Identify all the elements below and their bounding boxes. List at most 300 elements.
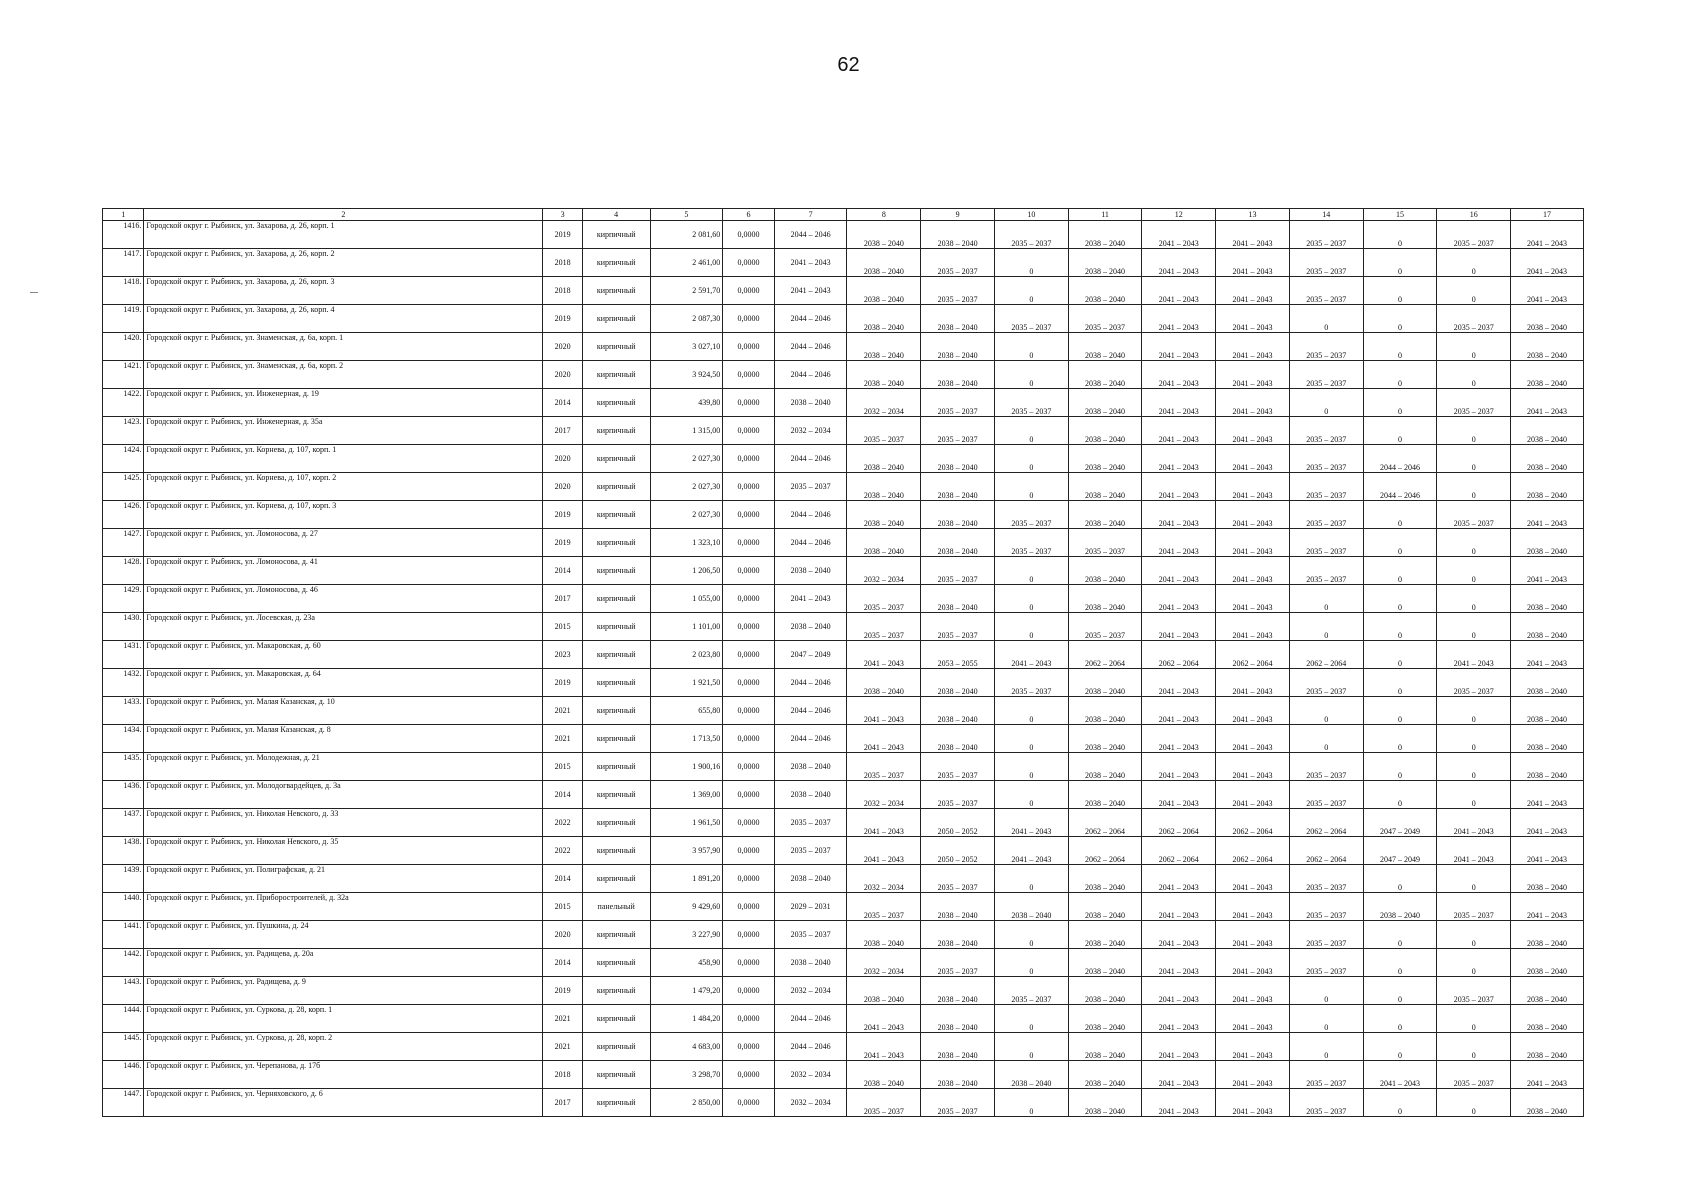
cell-col-6: 0,0000 <box>723 501 775 529</box>
cell-col-13: 2041 – 2043 <box>1216 361 1290 389</box>
cell-col-10: 0 <box>994 753 1068 781</box>
cell-col-15: 2038 – 2040 <box>1363 893 1437 921</box>
cell-col-1: 1422. <box>103 389 144 417</box>
column-header-4: 4 <box>582 209 650 221</box>
cell-col-2: Городской округ г. Рыбинск, ул. Знаменская, д. 6а, корп. 2 <box>144 361 543 389</box>
cell-col-4: кирпичный <box>582 669 650 697</box>
cell-col-9: 2035 – 2037 <box>921 865 995 893</box>
cell-col-15: 2044 – 2046 <box>1363 445 1437 473</box>
table-row <box>103 501 1584 529</box>
cell-col-15: 0 <box>1363 1033 1437 1061</box>
cell-col-8: 2038 – 2040 <box>847 249 921 277</box>
cell-col-7: 2044 – 2046 <box>774 1005 847 1033</box>
cell-col-11: 2038 – 2040 <box>1068 249 1142 277</box>
cell-col-2: Городской округ г. Рыбинск, ул. Лосевская, д. 23а <box>144 613 543 641</box>
cell-col-4: кирпичный <box>582 249 650 277</box>
cell-col-1: 1442. <box>103 949 144 977</box>
cell-col-17: 2038 – 2040 <box>1511 333 1584 361</box>
cell-col-16: 0 <box>1437 921 1511 949</box>
table-row <box>103 753 1584 781</box>
cell-col-16: 0 <box>1437 949 1511 977</box>
cell-col-8: 2038 – 2040 <box>847 445 921 473</box>
table-row <box>103 781 1584 809</box>
cell-col-15: 0 <box>1363 613 1437 641</box>
cell-col-8: 2041 – 2043 <box>847 1005 921 1033</box>
table-row <box>103 1033 1584 1061</box>
cell-col-2: Городской округ г. Рыбинск, ул. Захарова, д. 26, корп. 4 <box>144 305 543 333</box>
cell-col-12: 2041 – 2043 <box>1142 557 1216 585</box>
cell-col-17: 2041 – 2043 <box>1511 249 1584 277</box>
column-header-7: 7 <box>774 209 847 221</box>
cell-col-10: 0 <box>994 949 1068 977</box>
cell-col-1: 1420. <box>103 333 144 361</box>
cell-col-9: 2035 – 2037 <box>921 1089 995 1117</box>
cell-col-11: 2062 – 2064 <box>1068 641 1142 669</box>
cell-col-2: Городской округ г. Рыбинск, ул. Суркова, д. 28, корп. 1 <box>144 1005 543 1033</box>
cell-col-11: 2038 – 2040 <box>1068 473 1142 501</box>
cell-col-2: Городской округ г. Рыбинск, ул. Захарова, д. 26, корп. 2 <box>144 249 543 277</box>
cell-col-6: 0,0000 <box>723 809 775 837</box>
cell-col-10: 0 <box>994 585 1068 613</box>
cell-col-17: 2038 – 2040 <box>1511 1005 1584 1033</box>
cell-col-17: 2038 – 2040 <box>1511 1089 1584 1117</box>
cell-col-9: 2038 – 2040 <box>921 1005 995 1033</box>
cell-col-12: 2041 – 2043 <box>1142 585 1216 613</box>
cell-col-2: Городской округ г. Рыбинск, ул. Радищева, д. 20а <box>144 949 543 977</box>
cell-col-17: 2041 – 2043 <box>1511 557 1584 585</box>
cell-col-3: 2015 <box>543 753 582 781</box>
cell-col-5: 1 055,00 <box>650 585 723 613</box>
cell-col-13: 2041 – 2043 <box>1216 473 1290 501</box>
cell-col-9: 2035 – 2037 <box>921 277 995 305</box>
cell-col-9: 2038 – 2040 <box>921 1033 995 1061</box>
cell-col-11: 2038 – 2040 <box>1068 333 1142 361</box>
cell-col-17: 2038 – 2040 <box>1511 613 1584 641</box>
cell-col-2: Городской округ г. Рыбинск, ул. Ломоносова, д. 41 <box>144 557 543 585</box>
cell-col-14: 0 <box>1289 697 1363 725</box>
cell-col-10: 0 <box>994 1005 1068 1033</box>
column-header-1: 1 <box>103 209 144 221</box>
cell-col-3: 2019 <box>543 501 582 529</box>
table-row <box>103 529 1584 557</box>
cell-col-4: кирпичный <box>582 977 650 1005</box>
cell-col-16: 0 <box>1437 249 1511 277</box>
cell-col-17: 2038 – 2040 <box>1511 305 1584 333</box>
column-header-8: 8 <box>847 209 921 221</box>
cell-col-5: 2 027,30 <box>650 473 723 501</box>
cell-col-9: 2035 – 2037 <box>921 557 995 585</box>
table-row <box>103 445 1584 473</box>
cell-col-8: 2041 – 2043 <box>847 809 921 837</box>
cell-col-16: 0 <box>1437 473 1511 501</box>
cell-col-3: 2021 <box>543 1033 582 1061</box>
cell-col-15: 0 <box>1363 641 1437 669</box>
cell-col-9: 2038 – 2040 <box>921 221 995 249</box>
cell-col-9: 2038 – 2040 <box>921 697 995 725</box>
cell-col-2: Городской округ г. Рыбинск, ул. Николая Невского, д. 33 <box>144 809 543 837</box>
cell-col-10: 2035 – 2037 <box>994 669 1068 697</box>
cell-col-4: кирпичный <box>582 697 650 725</box>
cell-col-9: 2050 – 2052 <box>921 837 995 865</box>
cell-col-16: 0 <box>1437 1033 1511 1061</box>
cell-col-9: 2050 – 2052 <box>921 809 995 837</box>
cell-col-16: 0 <box>1437 333 1511 361</box>
cell-col-11: 2038 – 2040 <box>1068 417 1142 445</box>
cell-col-14: 2035 – 2037 <box>1289 333 1363 361</box>
cell-col-17: 2038 – 2040 <box>1511 417 1584 445</box>
cell-col-12: 2041 – 2043 <box>1142 1061 1216 1089</box>
cell-col-3: 2019 <box>543 669 582 697</box>
cell-col-3: 2014 <box>543 781 582 809</box>
cell-col-8: 2038 – 2040 <box>847 1061 921 1089</box>
cell-col-17: 2041 – 2043 <box>1511 221 1584 249</box>
cell-col-12: 2041 – 2043 <box>1142 613 1216 641</box>
cell-col-13: 2041 – 2043 <box>1216 277 1290 305</box>
cell-col-10: 0 <box>994 417 1068 445</box>
cell-col-8: 2032 – 2034 <box>847 557 921 585</box>
cell-col-8: 2035 – 2037 <box>847 417 921 445</box>
cell-col-2: Городской округ г. Рыбинск, ул. Молодежная, д. 21 <box>144 753 543 781</box>
cell-col-14: 2062 – 2064 <box>1289 809 1363 837</box>
cell-col-7: 2038 – 2040 <box>774 613 847 641</box>
table-row <box>103 837 1584 865</box>
cell-col-8: 2035 – 2037 <box>847 893 921 921</box>
cell-col-9: 2053 – 2055 <box>921 641 995 669</box>
cell-col-8: 2035 – 2037 <box>847 753 921 781</box>
cell-col-9: 2038 – 2040 <box>921 333 995 361</box>
cell-col-7: 2032 – 2034 <box>774 977 847 1005</box>
cell-col-11: 2038 – 2040 <box>1068 277 1142 305</box>
cell-col-9: 2038 – 2040 <box>921 977 995 1005</box>
cell-col-7: 2038 – 2040 <box>774 753 847 781</box>
cell-col-14: 2035 – 2037 <box>1289 557 1363 585</box>
cell-col-9: 2035 – 2037 <box>921 417 995 445</box>
cell-col-15: 0 <box>1363 529 1437 557</box>
cell-col-14: 2035 – 2037 <box>1289 669 1363 697</box>
cell-col-11: 2038 – 2040 <box>1068 725 1142 753</box>
cell-col-5: 1 900,16 <box>650 753 723 781</box>
cell-col-13: 2041 – 2043 <box>1216 557 1290 585</box>
cell-col-4: кирпичный <box>582 277 650 305</box>
cell-col-7: 2038 – 2040 <box>774 865 847 893</box>
cell-col-17: 2041 – 2043 <box>1511 837 1584 865</box>
column-header-17: 17 <box>1511 209 1584 221</box>
cell-col-5: 458,90 <box>650 949 723 977</box>
cell-col-6: 0,0000 <box>723 669 775 697</box>
cell-col-10: 0 <box>994 277 1068 305</box>
cell-col-8: 2041 – 2043 <box>847 837 921 865</box>
cell-col-11: 2038 – 2040 <box>1068 1061 1142 1089</box>
cell-col-4: кирпичный <box>582 501 650 529</box>
cell-col-15: 0 <box>1363 557 1437 585</box>
cell-col-8: 2035 – 2037 <box>847 613 921 641</box>
cell-col-12: 2041 – 2043 <box>1142 445 1216 473</box>
cell-col-16: 2035 – 2037 <box>1437 669 1511 697</box>
cell-col-15: 0 <box>1363 417 1437 445</box>
cell-col-15: 0 <box>1363 977 1437 1005</box>
cell-col-17: 2038 – 2040 <box>1511 725 1584 753</box>
cell-col-12: 2041 – 2043 <box>1142 893 1216 921</box>
cell-col-11: 2038 – 2040 <box>1068 781 1142 809</box>
cell-col-13: 2041 – 2043 <box>1216 949 1290 977</box>
cell-col-8: 2038 – 2040 <box>847 501 921 529</box>
cell-col-10: 2038 – 2040 <box>994 893 1068 921</box>
cell-col-16: 0 <box>1437 697 1511 725</box>
cell-col-2: Городской округ г. Рыбинск, ул. Корнева, д. 107, корп. 3 <box>144 501 543 529</box>
cell-col-5: 439,80 <box>650 389 723 417</box>
cell-col-1: 1441. <box>103 921 144 949</box>
cell-col-10: 0 <box>994 781 1068 809</box>
cell-col-16: 2041 – 2043 <box>1437 641 1511 669</box>
table-body <box>103 221 1584 1117</box>
cell-col-11: 2038 – 2040 <box>1068 445 1142 473</box>
cell-col-16: 2035 – 2037 <box>1437 221 1511 249</box>
cell-col-6: 0,0000 <box>723 837 775 865</box>
cell-col-10: 0 <box>994 557 1068 585</box>
cell-col-13: 2041 – 2043 <box>1216 697 1290 725</box>
cell-col-7: 2038 – 2040 <box>774 949 847 977</box>
cell-col-16: 0 <box>1437 613 1511 641</box>
cell-col-12: 2041 – 2043 <box>1142 249 1216 277</box>
cell-col-16: 2041 – 2043 <box>1437 809 1511 837</box>
cell-col-11: 2038 – 2040 <box>1068 557 1142 585</box>
cell-col-12: 2041 – 2043 <box>1142 221 1216 249</box>
cell-col-12: 2041 – 2043 <box>1142 501 1216 529</box>
table-row <box>103 473 1584 501</box>
cell-col-8: 2038 – 2040 <box>847 361 921 389</box>
column-header-13: 13 <box>1216 209 1290 221</box>
cell-col-17: 2038 – 2040 <box>1511 977 1584 1005</box>
cell-col-11: 2038 – 2040 <box>1068 949 1142 977</box>
cell-col-8: 2032 – 2034 <box>847 389 921 417</box>
cell-col-8: 2038 – 2040 <box>847 333 921 361</box>
cell-col-15: 0 <box>1363 781 1437 809</box>
cell-col-6: 0,0000 <box>723 529 775 557</box>
cell-col-6: 0,0000 <box>723 921 775 949</box>
column-header-15: 15 <box>1363 209 1437 221</box>
cell-col-4: кирпичный <box>582 1005 650 1033</box>
cell-col-1: 1443. <box>103 977 144 1005</box>
cell-col-11: 2038 – 2040 <box>1068 669 1142 697</box>
cell-col-2: Городской округ г. Рыбинск, ул. Малая Казанская, д. 10 <box>144 697 543 725</box>
cell-col-4: панельный <box>582 893 650 921</box>
cell-col-6: 0,0000 <box>723 893 775 921</box>
cell-col-5: 2 850,00 <box>650 1089 723 1117</box>
cell-col-16: 0 <box>1437 1005 1511 1033</box>
column-number-header-row <box>103 209 1584 221</box>
cell-col-2: Городской округ г. Рыбинск, ул. Захарова, д. 26, корп. 1 <box>144 221 543 249</box>
cell-col-9: 2035 – 2037 <box>921 949 995 977</box>
table-row <box>103 977 1584 1005</box>
cell-col-3: 2019 <box>543 305 582 333</box>
cell-col-1: 1418. <box>103 277 144 305</box>
cell-col-2: Городской округ г. Рыбинск, ул. Малая Казанская, д. 8 <box>144 725 543 753</box>
cell-col-10: 2035 – 2037 <box>994 305 1068 333</box>
cell-col-7: 2038 – 2040 <box>774 389 847 417</box>
cell-col-6: 0,0000 <box>723 305 775 333</box>
cell-col-13: 2041 – 2043 <box>1216 725 1290 753</box>
cell-col-11: 2038 – 2040 <box>1068 221 1142 249</box>
cell-col-6: 0,0000 <box>723 221 775 249</box>
cell-col-6: 0,0000 <box>723 697 775 725</box>
cell-col-11: 2035 – 2037 <box>1068 305 1142 333</box>
cell-col-1: 1444. <box>103 1005 144 1033</box>
cell-col-10: 2035 – 2037 <box>994 529 1068 557</box>
cell-col-11: 2035 – 2037 <box>1068 613 1142 641</box>
cell-col-1: 1438. <box>103 837 144 865</box>
cell-col-6: 0,0000 <box>723 389 775 417</box>
cell-col-14: 0 <box>1289 1005 1363 1033</box>
cell-col-8: 2038 – 2040 <box>847 977 921 1005</box>
cell-col-15: 0 <box>1363 305 1437 333</box>
cell-col-4: кирпичный <box>582 557 650 585</box>
cell-col-15: 0 <box>1363 921 1437 949</box>
table-row <box>103 417 1584 445</box>
cell-col-4: кирпичный <box>582 445 650 473</box>
cell-col-14: 2035 – 2037 <box>1289 277 1363 305</box>
cell-col-3: 2020 <box>543 361 582 389</box>
cell-col-9: 2035 – 2037 <box>921 389 995 417</box>
cell-col-12: 2041 – 2043 <box>1142 277 1216 305</box>
cell-col-17: 2041 – 2043 <box>1511 893 1584 921</box>
cell-col-7: 2044 – 2046 <box>774 361 847 389</box>
cell-col-3: 2021 <box>543 1005 582 1033</box>
cell-col-8: 2038 – 2040 <box>847 669 921 697</box>
cell-col-15: 0 <box>1363 333 1437 361</box>
cell-col-7: 2044 – 2046 <box>774 333 847 361</box>
column-header-6: 6 <box>723 209 775 221</box>
cell-col-16: 2035 – 2037 <box>1437 893 1511 921</box>
cell-col-9: 2038 – 2040 <box>921 305 995 333</box>
cell-col-5: 3 027,10 <box>650 333 723 361</box>
cell-col-5: 9 429,60 <box>650 893 723 921</box>
cell-col-10: 2041 – 2043 <box>994 641 1068 669</box>
cell-col-7: 2041 – 2043 <box>774 249 847 277</box>
cell-col-5: 1 101,00 <box>650 613 723 641</box>
cell-col-1: 1446. <box>103 1061 144 1089</box>
table-row <box>103 949 1584 977</box>
cell-col-4: кирпичный <box>582 641 650 669</box>
cell-col-14: 2035 – 2037 <box>1289 893 1363 921</box>
cell-col-9: 2035 – 2037 <box>921 249 995 277</box>
table-row <box>103 1061 1584 1089</box>
cell-col-12: 2041 – 2043 <box>1142 753 1216 781</box>
column-header-14: 14 <box>1289 209 1363 221</box>
cell-col-7: 2044 – 2046 <box>774 725 847 753</box>
cell-col-10: 2041 – 2043 <box>994 809 1068 837</box>
cell-col-1: 1426. <box>103 501 144 529</box>
cell-col-12: 2041 – 2043 <box>1142 921 1216 949</box>
cell-col-1: 1421. <box>103 361 144 389</box>
housing-register-table <box>102 208 1584 1117</box>
cell-col-3: 2022 <box>543 809 582 837</box>
cell-col-2: Городской округ г. Рыбинск, ул. Инженерная, д. 35а <box>144 417 543 445</box>
cell-col-10: 0 <box>994 725 1068 753</box>
cell-col-2: Городской округ г. Рыбинск, ул. Инженерная, д. 19 <box>144 389 543 417</box>
cell-col-8: 2032 – 2034 <box>847 949 921 977</box>
cell-col-3: 2014 <box>543 865 582 893</box>
cell-col-8: 2038 – 2040 <box>847 473 921 501</box>
cell-col-15: 0 <box>1363 1005 1437 1033</box>
column-header-9: 9 <box>921 209 995 221</box>
table-row <box>103 333 1584 361</box>
cell-col-15: 0 <box>1363 1089 1437 1117</box>
cell-col-8: 2041 – 2043 <box>847 725 921 753</box>
cell-col-3: 2018 <box>543 277 582 305</box>
cell-col-10: 0 <box>994 445 1068 473</box>
cell-col-14: 2035 – 2037 <box>1289 1061 1363 1089</box>
cell-col-12: 2041 – 2043 <box>1142 1033 1216 1061</box>
cell-col-6: 0,0000 <box>723 949 775 977</box>
cell-col-8: 2041 – 2043 <box>847 697 921 725</box>
cell-col-11: 2038 – 2040 <box>1068 585 1142 613</box>
cell-col-17: 2041 – 2043 <box>1511 501 1584 529</box>
cell-col-2: Городской округ г. Рыбинск, ул. Черепанова, д. 17б <box>144 1061 543 1089</box>
cell-col-12: 2041 – 2043 <box>1142 697 1216 725</box>
cell-col-14: 0 <box>1289 305 1363 333</box>
cell-col-2: Городской округ г. Рыбинск, ул. Захарова, д. 26, корп. 3 <box>144 277 543 305</box>
column-header-11: 11 <box>1068 209 1142 221</box>
cell-col-16: 2041 – 2043 <box>1437 837 1511 865</box>
cell-col-3: 2019 <box>543 221 582 249</box>
cell-col-17: 2041 – 2043 <box>1511 809 1584 837</box>
cell-col-16: 0 <box>1437 725 1511 753</box>
column-header-12: 12 <box>1142 209 1216 221</box>
cell-col-6: 0,0000 <box>723 361 775 389</box>
cell-col-11: 2038 – 2040 <box>1068 389 1142 417</box>
cell-col-11: 2038 – 2040 <box>1068 361 1142 389</box>
cell-col-4: кирпичный <box>582 333 650 361</box>
cell-col-11: 2038 – 2040 <box>1068 921 1142 949</box>
cell-col-14: 2035 – 2037 <box>1289 417 1363 445</box>
cell-col-7: 2047 – 2049 <box>774 641 847 669</box>
cell-col-3: 2019 <box>543 529 582 557</box>
cell-col-2: Городской округ г. Рыбинск, ул. Суркова, д. 28, корп. 2 <box>144 1033 543 1061</box>
cell-col-1: 1419. <box>103 305 144 333</box>
cell-col-17: 2041 – 2043 <box>1511 277 1584 305</box>
cell-col-5: 1 891,20 <box>650 865 723 893</box>
cell-col-12: 2041 – 2043 <box>1142 361 1216 389</box>
cell-col-5: 1 323,10 <box>650 529 723 557</box>
cell-col-4: кирпичный <box>582 305 650 333</box>
cell-col-11: 2038 – 2040 <box>1068 501 1142 529</box>
cell-col-5: 4 683,00 <box>650 1033 723 1061</box>
cell-col-10: 0 <box>994 613 1068 641</box>
cell-col-14: 2035 – 2037 <box>1289 501 1363 529</box>
cell-col-10: 0 <box>994 697 1068 725</box>
cell-col-16: 0 <box>1437 417 1511 445</box>
cell-col-7: 2044 – 2046 <box>774 305 847 333</box>
cell-col-9: 2038 – 2040 <box>921 361 995 389</box>
cell-col-6: 0,0000 <box>723 1005 775 1033</box>
cell-col-8: 2035 – 2037 <box>847 585 921 613</box>
cell-col-16: 2035 – 2037 <box>1437 977 1511 1005</box>
cell-col-15: 0 <box>1363 697 1437 725</box>
cell-col-16: 0 <box>1437 865 1511 893</box>
cell-col-6: 0,0000 <box>723 585 775 613</box>
cell-col-8: 2038 – 2040 <box>847 277 921 305</box>
table-row <box>103 249 1584 277</box>
cell-col-17: 2038 – 2040 <box>1511 921 1584 949</box>
cell-col-3: 2019 <box>543 977 582 1005</box>
cell-col-4: кирпичный <box>582 1061 650 1089</box>
cell-col-12: 2041 – 2043 <box>1142 977 1216 1005</box>
table-row <box>103 305 1584 333</box>
cell-col-1: 1429. <box>103 585 144 613</box>
cell-col-9: 2038 – 2040 <box>921 893 995 921</box>
cell-col-14: 2035 – 2037 <box>1289 865 1363 893</box>
cell-col-12: 2041 – 2043 <box>1142 865 1216 893</box>
